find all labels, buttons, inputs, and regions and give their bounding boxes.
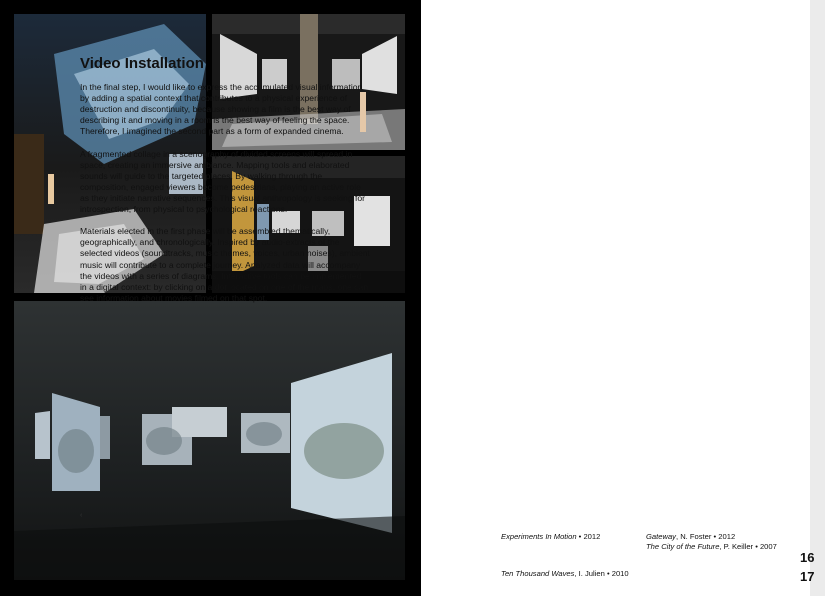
page-edge-bar xyxy=(810,0,825,596)
page-number-left: 16 xyxy=(800,550,815,565)
credit-title: Experiments In Motion xyxy=(501,532,577,541)
credit-city-of-the-future xyxy=(646,542,777,552)
article-paragraph: In the final step, I would like to express the accumulated visual information by adding a spatial context that contributes to a physical experience of destruction and discontinuity, because showing a film is the best way of describing it and moving in a room is the best way of feeling the space. Therefore, I imagined the second part as a form of expanded cinema. xyxy=(80,82,363,137)
credit-detail: , N. Foster • 2012 xyxy=(675,532,736,541)
article-body xyxy=(80,82,370,315)
page-number-right: 17 xyxy=(800,569,815,584)
credit-title: Ten Thousand Waves xyxy=(501,569,575,578)
credit-experiments-in-motion xyxy=(501,532,600,542)
credit-ten-thousand-waves xyxy=(501,569,629,579)
credit-detail: • 2012 xyxy=(576,532,601,541)
credit-detail: , I. Julien • 2010 xyxy=(574,569,629,578)
installation-highway-screens-photo xyxy=(14,301,405,580)
footnote-mark: ‹ xyxy=(80,512,83,519)
credit-gateway xyxy=(646,532,735,542)
article-title: Video Installation xyxy=(80,55,204,72)
credit-detail: , P. Keiller • 2007 xyxy=(719,542,777,551)
article-paragraph: A fragmented collage in a scenography of divided screens will spread in space, creating an immersive ambiance. Mapping tools and elaborated sounds will guide to the targeted places. By walking through the composition, engaged viewers become pedestrians, playing an active role as they initiate narrative sequences. This visual anthropology is seeking for introspection, from physical to psychological reactions. xyxy=(80,148,366,215)
credit-title: Gateway xyxy=(646,532,676,541)
credit-title: The City of the Future xyxy=(646,542,720,551)
right-page xyxy=(421,0,825,596)
article-paragraph: Materials elected in the first phase will be assembled thematically, geographically, and chronologically. Inspired by audio-extracts of the selected videos (soundtracks, music themes, voices, urban noises), ambient music will contribute to a complete journey. Analyzed data will accompany the videos with a series of diagrams. Interactive tools can be implemented in a digital context: by clicking on a dot located on one of the maps, one can see information about movies filmed on that spot. xyxy=(80,226,370,303)
